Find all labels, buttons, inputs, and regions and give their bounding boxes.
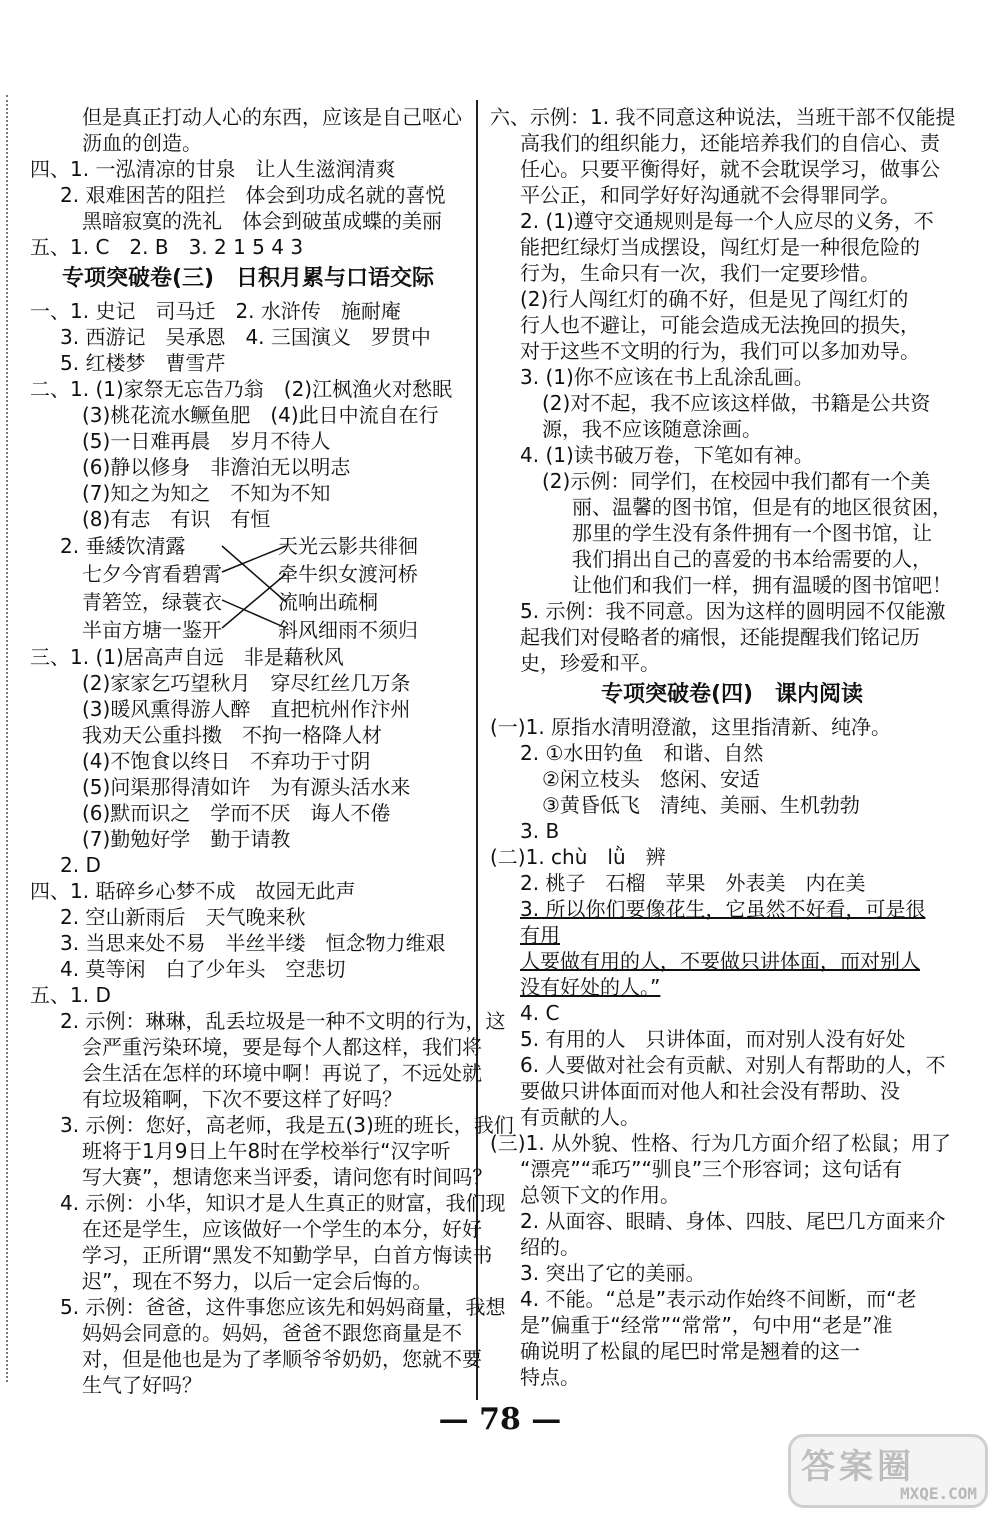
answer-line: 我们捐出自己的喜爱的书本给需要的人，: [572, 547, 932, 571]
answer-line: 沥血的创造。: [82, 131, 202, 155]
answer-line: 4. 莫等闲 白了少年头 空悲切: [60, 957, 346, 981]
answer-line: 二、1. (1)家祭无忘告乃翁 (2)江枫渔火对愁眠: [30, 377, 453, 401]
answer-line: 2. 桃子 石榴 苹果 外表美 内在美: [520, 871, 866, 895]
answer-line: 5. 示例：爸爸，这件事您应该先和妈妈商量，我想: [60, 1295, 506, 1319]
answer-line: 源，我不应该随意涂画。: [542, 417, 762, 441]
matching-right-item: 牵牛织女渡河桥: [278, 562, 418, 586]
answer-line: 对于这些不文明的行为，我们可以多加劝导。: [520, 339, 920, 363]
matching-exercise: [30, 532, 466, 644]
answer-line: (6)默而识之 学而不厌 诲人不倦: [82, 801, 391, 825]
answer-line: 4. (1)读书破万卷，下笔如有神。: [520, 443, 814, 467]
answer-line: 丽、温馨的图书馆，但是有的地区很贫困，: [572, 495, 952, 519]
watermark-logo-text: 答案圈: [801, 1447, 915, 1487]
answer-line: 迟”，现在不努力，以后一定会后悔的。: [82, 1269, 433, 1293]
answer-line: 四、1. 一泓清凉的甘泉 让人生滋润清爽: [30, 157, 396, 181]
left-column-part-2: [30, 644, 514, 1398]
answer-line: 让他们和我们一样，拥有温暖的图书馆吧！: [572, 573, 952, 597]
answer-line: (3)暖风熏得游人醉 直把杭州作汴州: [82, 697, 411, 721]
answer-line: 3. 所以你们要像花生，它虽然不好看，可是很: [520, 897, 926, 921]
answer-line: 5. 红楼梦 曹雪芹: [60, 351, 226, 375]
answer-line: 妈妈会同意的。妈妈，爸爸不跟您商量是不: [82, 1321, 462, 1345]
answer-line: 绍的。: [520, 1235, 580, 1259]
answer-line: 2. 从面容、眼睛、身体、四肢、尾巴几方面来介: [520, 1209, 946, 1233]
site-watermark: [788, 1434, 988, 1508]
matching-right-item: 斜风细雨不须归: [278, 618, 418, 642]
answer-line: 行为，生命只有一次，我们一定要珍惜。: [520, 261, 880, 285]
answer-line: 2. D: [60, 853, 101, 877]
answer-line: (2)对不起，我不应该这样做，书籍是公共资: [542, 391, 931, 415]
answer-line: 2. 示例：琳琳，乱丢垃圾是一种不文明的行为，这: [60, 1009, 506, 1033]
matching-left-item: 2. 垂緌饮清露: [60, 534, 186, 558]
matching-right-item: 天光云影共徘徊: [278, 534, 418, 558]
answer-line: 要做只讲体面而对他人和社会没有帮助、没: [520, 1079, 900, 1103]
section-heading: 专项突破卷(四) 课内阅读: [600, 682, 864, 707]
answer-line: 三、1. (1)居高声自远 非是藉秋风: [30, 645, 344, 669]
answer-line: “漂亮”“乖巧”“驯良”三个形容词；这句话有: [520, 1157, 903, 1181]
answer-line: (6)静以修身 非澹泊无以明志: [82, 455, 351, 479]
answer-line: (2)家家乞巧望秋月 穿尽红丝几万条: [82, 671, 411, 695]
answer-line: 但是真正打动人心的东西，应该是自己呕心: [82, 105, 462, 129]
answer-line: 有贡献的人。: [520, 1105, 640, 1129]
answer-line: 人要做有用的人，不要做只讲体面，而对别人: [520, 949, 920, 973]
matching-left-list: [30, 532, 222, 644]
answer-line: 特点。: [520, 1365, 580, 1389]
answer-line: (8)有志 有识 有恒: [82, 507, 271, 531]
answer-line: 3. 突出了它的美丽。: [520, 1261, 706, 1285]
answer-line: 总领下文的作用。: [520, 1183, 680, 1207]
answer-line: (2)行人闯红灯的确不好，但是见了闯红灯的: [520, 287, 909, 311]
answer-line: 班将于1月9日上午8时在学校举行“汉字听: [82, 1139, 451, 1163]
answer-line: (5)一日难再晨 岁月不待人: [82, 429, 331, 453]
answer-line: 确说明了松鼠的尾巴时常是翘着的这一: [520, 1339, 860, 1363]
answer-line: 3. 西游记 吴承恩 4. 三国演义 罗贯中: [60, 325, 431, 349]
answer-line: (5)问渠那得清如许 为有源头活水来: [82, 775, 411, 799]
answer-line: 有垃圾箱啊，下次不要这样了好吗？: [82, 1087, 402, 1111]
answer-line: 平公正，和同学好好沟通就不会得罪同学。: [520, 183, 900, 207]
answer-line: (4)不饱食以终日 不弃功于寸阴: [82, 749, 371, 773]
answer-line: ②闲立枝头 悠闲、安适: [542, 767, 760, 791]
answer-line: 四、1. 聒碎乡心梦不成 故园无此声: [30, 879, 356, 903]
watermark-url: MXQE.COM: [899, 1484, 977, 1503]
matching-right-item: 流响出疏桐: [278, 590, 378, 614]
answer-line: (3)桃花流水鳜鱼肥 (4)此日中流自在行: [82, 403, 439, 427]
answer-line: 史，珍爱和平。: [520, 651, 660, 675]
left-column-part-1: [30, 104, 466, 532]
answer-line: 五、1. D: [30, 983, 111, 1007]
section-heading: 专项突破卷(三) 日积月累与口语交际: [61, 266, 435, 291]
answer-line: 我劝天公重抖擞 不拘一格降人材: [82, 723, 382, 747]
answer-line: (2)示例：同学们，在校园中我们都有一个美: [542, 469, 931, 493]
answer-line: 2. 空山新雨后 天气晚来秋: [60, 905, 306, 929]
answer-line: 黑暗寂寞的洗礼 体会到破茧成蝶的美丽: [82, 209, 442, 233]
answer-line: 对，但是他也是为了孝顺爷爷奶奶，您就不要: [82, 1347, 482, 1371]
right-column: [490, 104, 974, 1390]
answer-line: 5. 示例：我不同意。因为这样的圆明园不仅能激: [520, 599, 946, 623]
answer-line: (一)1. 原指水清明澄澈，这里指清新、纯净。: [490, 715, 892, 739]
left-column: [30, 104, 514, 1398]
matching-left-item: 青箬笠，绿蓑衣: [82, 590, 222, 614]
answer-line: 学习，正所谓“黑发不知勤学早，白首方悔读书: [82, 1243, 493, 1267]
answer-line: 起我们对侵略者的痛恨，还能提醒我们铭记历: [520, 625, 920, 649]
answer-line: 写大赛”，想请您来当评委，请问您有时间吗？: [82, 1165, 493, 1189]
answer-line: 4. C: [520, 1001, 560, 1025]
answer-line: 是”偏重于“经常”“常常”，句中用“老是”准: [520, 1313, 893, 1337]
answer-line: 有用: [520, 923, 560, 947]
answer-line: 那里的学生没有条件拥有一个图书馆，让: [572, 521, 932, 545]
answer-line: (7)知之为知之 不知为不知: [82, 481, 331, 505]
answer-line: 3. 当思来处不易 半丝半缕 恒念物力维艰: [60, 931, 446, 955]
answer-line: 5. 有用的人 只讲体面，而对别人没有好处: [520, 1027, 906, 1051]
answer-line: 2. 艰难困苦的阻拦 体会到功成名就的喜悦: [60, 183, 446, 207]
answer-line: (7)勤勉好学 勤于请教: [82, 827, 291, 851]
answer-line: 3. (1)你不应该在书上乱涂乱画。: [520, 365, 814, 389]
answer-line: 4. 示例：小华，知识才是人生真正的财富，我们现: [60, 1191, 506, 1215]
answer-line: 会严重污染环境，要是每个人都这样，我们将: [82, 1035, 482, 1059]
matching-left-item: 七夕今宵看碧霄: [82, 562, 222, 586]
answer-line: 3. 示例：您好，高老师，我是五(3)班的班长，我们: [60, 1113, 514, 1137]
answer-line: 一、1. 史记 司马迁 2. 水浒传 施耐庵: [30, 299, 401, 323]
answer-line: 6. 人要做对社会有贡献、对别人有帮助的人，不: [520, 1053, 946, 1077]
answer-line: 4. 不能。“总是”表示动作始终不间断，而“老: [520, 1287, 917, 1311]
binding-edge: [6, 95, 8, 1382]
answer-line: 六、示例：1. 我不同意这种说法，当班干部不仅能提: [490, 105, 956, 129]
answer-line: 没有好处的人。”: [520, 975, 661, 999]
matching-left-item: 半亩方塘一鉴开: [82, 618, 222, 642]
answer-line: (二)1. chù lǜ 辨: [490, 845, 666, 869]
answer-line: 2. (1)遵守交通规则是每一个人应尽的义务，不: [520, 209, 934, 233]
answer-line: 在还是学生，应该做好一个学生的本分，好好: [82, 1217, 482, 1241]
answer-line: 五、1. C 2. B 3. 2 1 5 4 3: [30, 235, 304, 259]
answer-line: (三)1. 从外貌、性格、行为几方面介绍了松鼠；用了: [490, 1131, 952, 1155]
answer-line: 高我们的组织能力，还能培养我们的自信心、责: [520, 131, 940, 155]
page-number: — 78 —: [438, 1402, 562, 1437]
answer-line: ③黄昏低飞 清纯、美丽、生机勃勃: [542, 793, 860, 817]
answer-line: 行人也不避让，可能会造成无法挽回的损失，: [520, 313, 920, 337]
answer-line: 2. ①水田钓鱼 和谐、自然: [520, 741, 764, 765]
answer-line: 任心。只要平衡得好，就不会耽误学习，做事公: [520, 157, 940, 181]
answer-line: 生气了好吗？: [82, 1373, 202, 1397]
matching-right-list: [278, 532, 418, 644]
answer-line: 能把红绿灯当成摆设，闯红灯是一种很危险的: [520, 235, 920, 259]
answer-line: 会生活在怎样的环境中啊！再说了，不远处就: [82, 1061, 482, 1085]
answer-line: 3. B: [520, 819, 560, 843]
